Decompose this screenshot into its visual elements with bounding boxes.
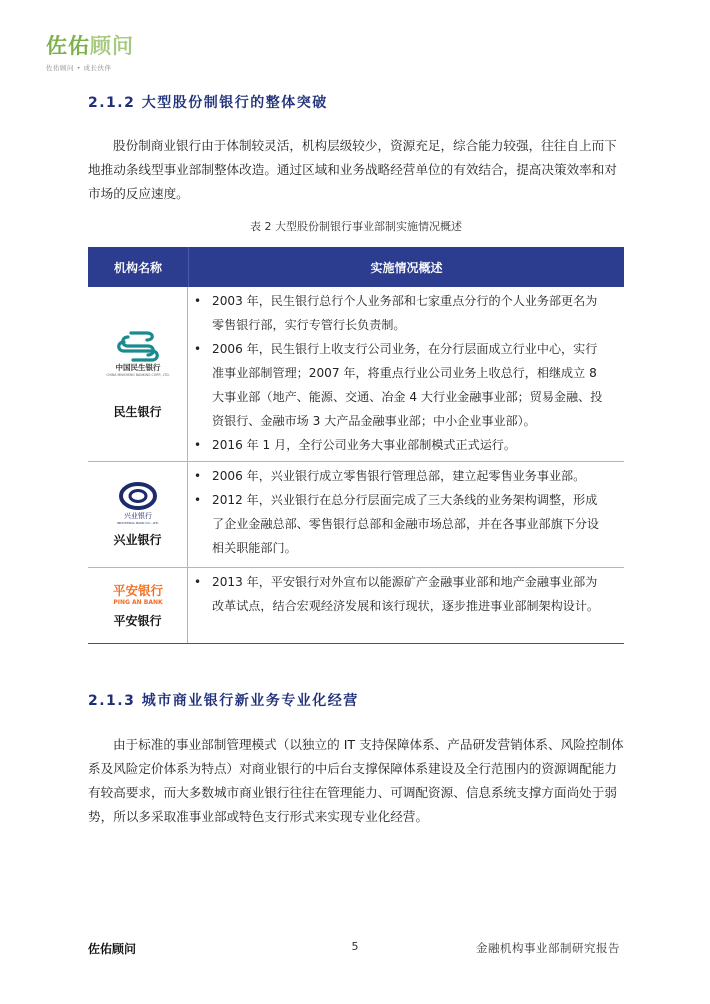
bank-name: 民生银行 bbox=[113, 404, 162, 419]
paragraph-line: 有较高要求，而大多数城市商业银行往往在管理能力、可调配资源、信息系统支撑方面尚处于弱 bbox=[88, 785, 617, 800]
paragraph-line: 股份制商业银行由于体制较灵活，机构层级较少，资源充足，综合能力较强，往往自上而下 bbox=[113, 138, 617, 153]
overview-bullet bbox=[188, 337, 624, 433]
bullet-line: • 2006 年，兴业银行成立零售银行管理总部，建立起零售业务事业部。 bbox=[212, 469, 586, 483]
overview-bullet bbox=[188, 433, 624, 457]
footer-company: 佐佑顾问 bbox=[88, 942, 137, 956]
bullet-line: 改革试点，结合宏观经济发展和该行现状，逐步推进事业部制架构设计。 bbox=[212, 599, 600, 613]
bullet-line: • 2006 年，民生银行上收支行公司业务，在分行层面成立行业中心，实行 bbox=[212, 342, 598, 356]
minsheng-bank-logo bbox=[95, 329, 181, 377]
bullet-line: 零售银行部，实行专管行长负责制。 bbox=[212, 318, 406, 332]
table-row bbox=[88, 462, 624, 568]
bank-cell bbox=[88, 462, 188, 567]
minsheng-logo-en: CHINA MINSHENG BANKING CORP., LTD. bbox=[105, 372, 170, 377]
logo-text-2: 顾问 bbox=[90, 34, 134, 58]
bullet-line: 资银行、金融市场 3 大产品金融事业部；中小企业事业部）。 bbox=[212, 414, 536, 428]
bullet-line: 大事业部（地产、能源、交通、冶金 4 大行业金融事业部；贸易金融、投 bbox=[212, 390, 603, 404]
paragraph-line: 势，所以多采取准事业部或特色支行形式来实现专业化经营。 bbox=[88, 809, 429, 824]
table-row bbox=[88, 568, 624, 644]
overview-bullet bbox=[188, 488, 624, 560]
bank-name: 兴业银行 bbox=[113, 533, 162, 547]
footer-report-title: 金融机构事业部制研究报告 bbox=[476, 941, 620, 955]
bullet-line: • 2016 年 1 月，全行公司业务大事业部制模式正式运行。 bbox=[212, 438, 516, 452]
overview-cell bbox=[188, 287, 624, 461]
table-row bbox=[88, 287, 624, 462]
page-number: 5 bbox=[351, 940, 359, 953]
section-paragraph-2-1-3 bbox=[88, 733, 628, 829]
overview-bullet bbox=[188, 464, 624, 488]
pingan-logo-en: PING AN BANK bbox=[112, 599, 163, 606]
pingan-bank-logo bbox=[98, 582, 178, 606]
bullet-line: • 2013 年，平安银行对外宣布以能源矿产金融事业部和地产金融事业部为 bbox=[212, 575, 598, 589]
table-header bbox=[88, 247, 624, 287]
minsheng-logo-cn: 中国民生银行 bbox=[115, 362, 160, 372]
col-header-overview: 实施情况概述 bbox=[188, 247, 624, 287]
pingan-logo-cn: 平安银行 bbox=[112, 583, 163, 598]
logo-wordmark bbox=[46, 30, 206, 60]
paragraph-line: 系及风险定价体系为特点）对商业银行的中后台支撑保障体系建设及全行范围内的资源调配能力 bbox=[88, 761, 617, 776]
paragraph-line: 市场的反应速度。 bbox=[88, 186, 189, 201]
bank-cell bbox=[88, 568, 188, 643]
bank-name: 平安银行 bbox=[113, 614, 162, 628]
bank-implementation-table bbox=[88, 247, 624, 644]
section-paragraph-2-1-2 bbox=[88, 134, 628, 206]
paragraph-line: 由于标准的事业部制管理模式（以独立的 IT 支持保障体系、产品研发营销体系、风险控制体 bbox=[113, 737, 624, 752]
industrial-bank-logo bbox=[106, 481, 170, 525]
company-logo bbox=[46, 30, 206, 72]
bank-cell bbox=[88, 287, 188, 461]
overview-bullet bbox=[188, 289, 624, 337]
logo-text-1: 佐佑 bbox=[46, 34, 90, 58]
overview-bullet bbox=[188, 570, 624, 618]
overview-cell bbox=[188, 568, 624, 643]
logo-tagline: 佐佑顾问 • 成长伙伴 bbox=[46, 64, 112, 72]
section-heading-2-1-3: 2.1.3 城市商业银行新业务专业化经营 bbox=[88, 693, 359, 709]
overview-cell bbox=[188, 462, 624, 567]
bullet-line: • 2003 年，民生银行总行个人业务部和七家重点分行的个人业务部更名为 bbox=[212, 294, 598, 308]
bullet-line: 了企业金融总部、零售银行总部和金融市场总部，并在各事业部旗下分设 bbox=[212, 517, 600, 531]
bullet-line: 相关职能部门。 bbox=[212, 541, 297, 555]
industrial-logo-cn: 兴业银行 bbox=[123, 512, 152, 520]
bullet-line: 准事业部制管理；2007 年，将重点行业公司业务上收总行，相继成立 8 bbox=[212, 366, 597, 380]
col-header-institution: 机构名称 bbox=[113, 260, 162, 275]
bullet-line: • 2012 年，兴业银行在总分行层面完成了三大条线的业务架构调整，形成 bbox=[212, 493, 598, 507]
section-heading-2-1-2: 2.1.2 大型股份制银行的整体突破 bbox=[88, 95, 328, 111]
paragraph-line: 地推动条线型事业部制整体改造。通过区域和业务战略经营单位的有效结合，提高决策效率和对 bbox=[88, 162, 617, 177]
industrial-logo-en: INDUSTRIAL BANK CO., LTD. bbox=[116, 521, 159, 525]
table-caption: 表 2 大型股份制银行事业部制实施情况概述 bbox=[250, 220, 462, 233]
